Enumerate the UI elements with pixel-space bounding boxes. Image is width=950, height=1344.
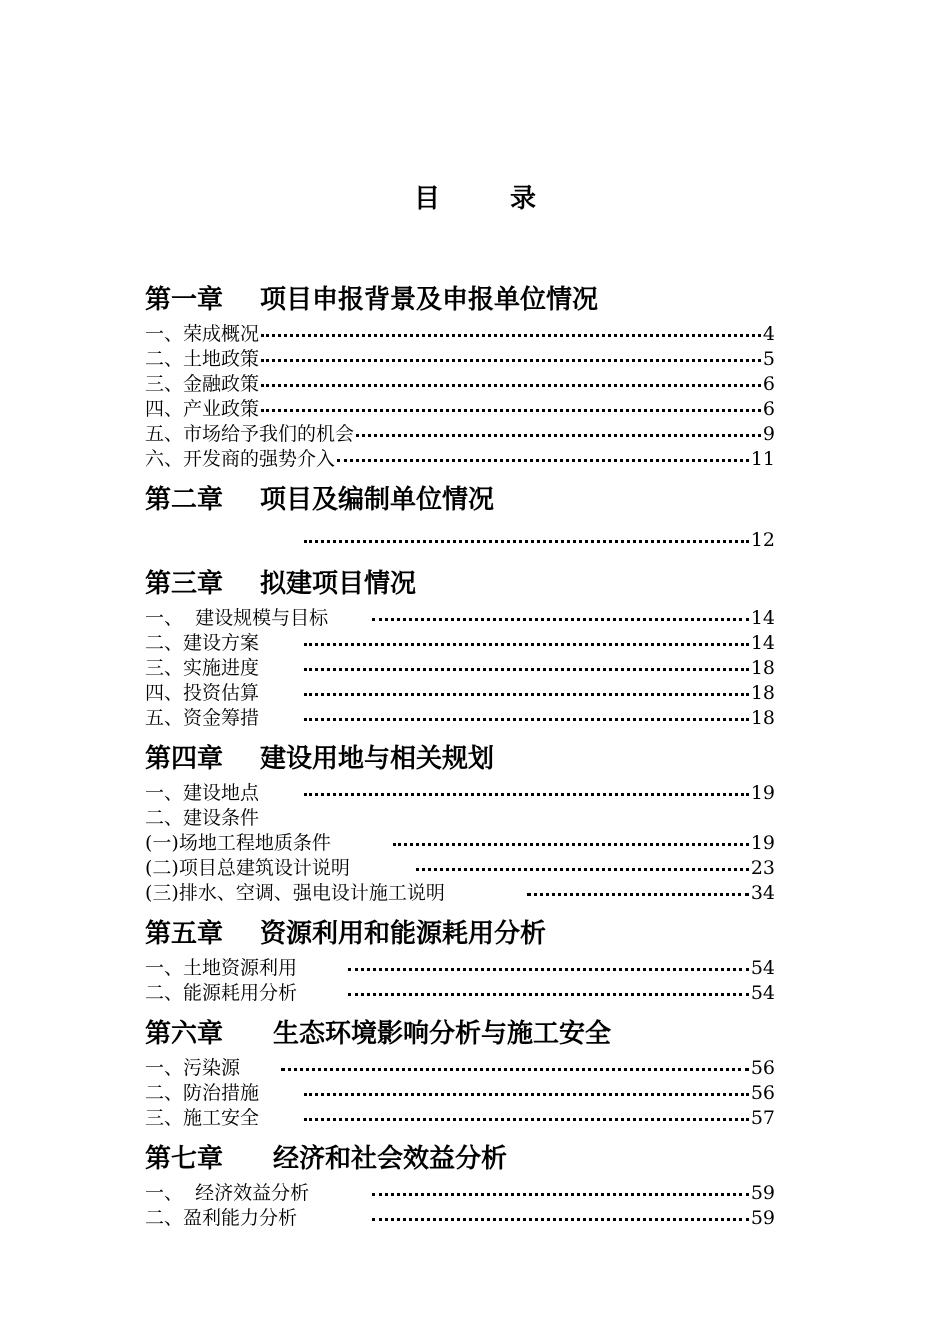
toc-entry-page: 56 [750, 1082, 775, 1104]
toc-entry[interactable] [145, 856, 775, 881]
toc-entry-label: 五、资金筹措 [145, 707, 260, 729]
toc-entry-label: (一)场地工程地质条件 [145, 832, 331, 854]
chapter-title: 经济和社会效益分析 [273, 1144, 508, 1174]
toc-entry-label: 一、污染源 [145, 1057, 241, 1079]
chapter-number: 第三章 [145, 569, 224, 599]
toc-entry-label: 二、建设条件 [145, 807, 260, 829]
toc-entry-label: 二、建设方案 [145, 632, 260, 654]
toc-entry[interactable] [145, 1106, 775, 1131]
toc-entry-label: 二、盈利能力分析 [145, 1207, 298, 1229]
toc-entry[interactable] [145, 981, 775, 1006]
dot-leader [416, 868, 749, 871]
toc-entry-page: 12 [750, 529, 775, 551]
chapter-heading [145, 562, 775, 606]
dot-leader [348, 993, 749, 996]
table-of-contents [145, 278, 775, 1231]
toc-entry-page: 6 [762, 373, 775, 395]
chapter-heading [145, 737, 775, 781]
dot-leader [261, 359, 761, 362]
toc-entry-label: 一、 经济效益分析 [145, 1182, 310, 1204]
toc-entry[interactable] [145, 1206, 775, 1231]
toc-entry-page: 23 [750, 857, 775, 879]
toc-entry[interactable] [145, 1181, 775, 1206]
toc-entry-label: 一、土地资源利用 [145, 957, 298, 979]
dot-leader [356, 434, 761, 437]
chapter-heading [145, 1137, 775, 1181]
toc-entry[interactable] [145, 447, 775, 472]
toc-entry-label: 二、土地政策 [145, 348, 260, 370]
dot-leader [337, 459, 749, 462]
dot-leader [527, 893, 749, 896]
toc-entry[interactable] [145, 956, 775, 981]
toc-entry-label: 四、产业政策 [145, 398, 260, 420]
toc-entry[interactable] [145, 881, 775, 906]
toc-entry[interactable] [145, 681, 775, 706]
toc-entry-page: 4 [762, 323, 775, 345]
dot-leader [304, 668, 749, 671]
toc-entry[interactable] [145, 347, 775, 372]
dot-leader [372, 618, 749, 621]
toc-entry-page: 34 [750, 882, 775, 904]
toc-entry-page: 11 [750, 448, 775, 470]
toc-entry-label: 四、投资估算 [145, 682, 260, 704]
dot-leader [304, 1118, 749, 1121]
toc-entry-page: 57 [750, 1107, 775, 1129]
chapter-number: 第七章 [145, 1144, 224, 1174]
chapter-number: 第五章 [145, 919, 224, 949]
toc-entry-label: 三、实施进度 [145, 657, 260, 679]
toc-entry[interactable] [145, 706, 775, 731]
toc-entry-page: 19 [750, 832, 775, 854]
toc-entry-page: 18 [750, 682, 775, 704]
toc-entry-label: (三)排水、空调、强电设计施工说明 [145, 882, 445, 904]
chapter-number: 第四章 [145, 744, 224, 774]
toc-entry-label: 一、 建设规模与目标 [145, 607, 329, 629]
dot-leader [372, 1193, 749, 1196]
toc-entry-page: 6 [762, 398, 775, 420]
dot-leader [261, 334, 761, 337]
dot-leader [393, 843, 749, 846]
chapter-number: 第一章 [145, 285, 224, 315]
toc-entry[interactable] [145, 372, 775, 397]
chapter-heading [145, 912, 775, 956]
toc-entry[interactable] [145, 422, 775, 447]
toc-entry[interactable] [145, 831, 775, 856]
toc-entry[interactable] [145, 606, 775, 631]
toc-entry[interactable] [145, 1081, 775, 1106]
toc-entry-label: 一、荣成概况 [145, 323, 260, 345]
toc-entry[interactable] [145, 397, 775, 422]
chapter-title: 资源利用和能源耗用分析 [260, 919, 547, 949]
chapter-number: 第二章 [145, 485, 224, 515]
dot-leader [372, 1218, 749, 1221]
toc-entry-page: 14 [750, 607, 775, 629]
toc-entry-page: 54 [750, 957, 775, 979]
toc-entry-page: 59 [750, 1182, 775, 1204]
toc-entry[interactable] [145, 524, 775, 556]
chapter-title: 拟建项目情况 [260, 569, 417, 599]
chapter-title: 项目申报背景及申报单位情况 [260, 285, 599, 315]
toc-title [0, 178, 950, 215]
dot-leader [304, 693, 749, 696]
toc-entry-label: 一、建设地点 [145, 782, 260, 804]
toc-entry-page: 18 [750, 707, 775, 729]
toc-entry-page: 5 [762, 348, 775, 370]
toc-entry-label: 二、防治措施 [145, 1082, 260, 1104]
dot-leader [304, 1093, 749, 1096]
dot-leader [261, 384, 761, 387]
toc-entry-page: 59 [750, 1207, 775, 1229]
dot-leader [348, 968, 749, 971]
toc-entry-label: 二、能源耗用分析 [145, 982, 298, 1004]
toc-entry-label: 三、金融政策 [145, 373, 260, 395]
toc-entry-label: 六、开发商的强势介入 [145, 448, 336, 470]
chapter-title: 建设用地与相关规划 [260, 744, 495, 774]
toc-entry-page: 19 [750, 782, 775, 804]
toc-title-left: 目 [413, 184, 440, 214]
chapter-number: 第六章 [145, 1019, 224, 1049]
toc-entry-page: 14 [750, 632, 775, 654]
toc-entry-page: 54 [750, 982, 775, 1004]
toc-entry[interactable] [145, 631, 775, 656]
chapter-heading [145, 478, 775, 522]
toc-entry-page: 9 [762, 423, 775, 445]
toc-entry[interactable] [145, 1056, 775, 1081]
chapter-title: 项目及编制单位情况 [260, 485, 495, 515]
dot-leader [261, 409, 761, 412]
toc-entry-page: 18 [750, 657, 775, 679]
toc-title-right: 录 [510, 184, 537, 214]
toc-entry[interactable] [145, 806, 775, 831]
chapter-heading [145, 278, 775, 322]
toc-entry-label: 五、市场给予我们的机会 [145, 423, 355, 445]
toc-entry[interactable] [145, 656, 775, 681]
toc-entry-page: 56 [750, 1057, 775, 1079]
dot-leader [281, 1068, 749, 1071]
toc-entry[interactable] [145, 322, 775, 347]
toc-entry[interactable] [145, 781, 775, 806]
chapter-heading [145, 1012, 775, 1056]
chapter-title: 生态环境影响分析与施工安全 [273, 1019, 612, 1049]
dot-leader [304, 793, 749, 796]
toc-entry-label: 三、施工安全 [145, 1107, 260, 1129]
toc-entry-label: (二)项目总建筑设计说明 [145, 857, 350, 879]
dot-leader [304, 540, 749, 543]
dot-leader [304, 643, 749, 646]
dot-leader [304, 718, 749, 721]
